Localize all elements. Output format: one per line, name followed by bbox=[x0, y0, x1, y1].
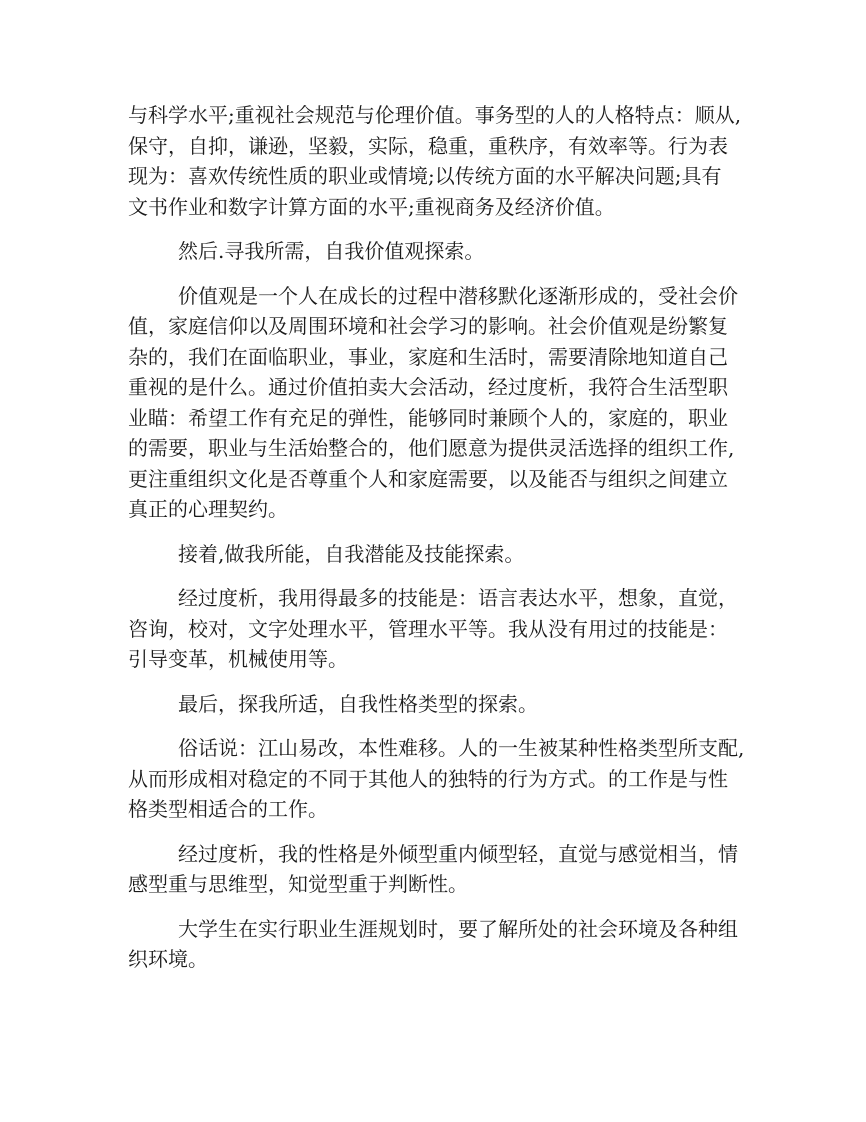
text-line: 感型重与思维型，知觉型重于判断性。 bbox=[128, 872, 468, 896]
text-line: 从而形成相对稳定的不同于其他人的独特的行为方式。的工作是与性 bbox=[128, 766, 728, 791]
text-line: 保守，自抑，谦逊，坚毅，实际，稳重，重秩序，有效率等。行为表 bbox=[128, 133, 728, 158]
text-line: 值，家庭信仰以及周围环境和社会学习的影响。社会价值观是纷繁复 bbox=[128, 314, 728, 338]
text-line: 真正的心理契约。 bbox=[128, 497, 288, 521]
paragraph-environment bbox=[128, 914, 753, 975]
paragraph-values-heading bbox=[128, 236, 753, 267]
paragraph-personality-traits bbox=[128, 100, 753, 222]
text-line: 引导变革，机械使用等。 bbox=[128, 647, 348, 671]
text-line: 格类型相适合的工作。 bbox=[128, 797, 328, 821]
text-line: 大学生在实行职业生涯规划时，要了解所处的社会环境及各种组 bbox=[178, 916, 738, 941]
document-body bbox=[128, 100, 753, 989]
text-line: 俗话说：江山易改，本性难移。人的一生被某种性格类型所支配, bbox=[178, 736, 745, 760]
text-line: 杂的，我们在面临职业，事业，家庭和生活时，需要清除地知道自己 bbox=[128, 344, 728, 369]
text-line: 最后，探我所适，自我性格类型的探索。 bbox=[178, 691, 538, 716]
paragraph-skills-body bbox=[128, 583, 753, 675]
paragraph-personality-analysis bbox=[128, 839, 753, 900]
paragraph-proverb bbox=[128, 733, 753, 825]
text-line: 然后.寻我所需，自我价值观探索。 bbox=[178, 239, 485, 263]
text-line: 业瞄：希望工作有充足的弹性，能够同时兼顾个人的，家庭的，职业 bbox=[128, 405, 728, 430]
text-line: 更注重组织文化是否尊重个人和家庭需要，以及能否与组织之间建立 bbox=[128, 466, 728, 491]
text-line: 接着,做我所能，自我潜能及技能探索。 bbox=[178, 541, 525, 566]
text-line: 与科学水平;重视社会规范与伦理价值。事务型的人的人格特点：顺从, bbox=[128, 103, 742, 127]
text-line: 的需要，职业与生活始整合的，他们愿意为提供灵活选择的组织工作, bbox=[128, 436, 735, 460]
text-line: 价值观是一个人在成长的过程中潜移默化逐渐形成的，受社会价 bbox=[178, 283, 738, 308]
paragraph-values-body bbox=[128, 281, 753, 525]
text-line: 经过度析，我用得最多的技能是：语言表达水平，想象，直觉， bbox=[178, 586, 738, 610]
text-line: 文书作业和数字计算方面的水平;重视商务及经济价值。 bbox=[128, 194, 615, 219]
text-line: 经过度析，我的性格是外倾型重内倾型轻，直觉与感觉相当，情 bbox=[178, 841, 738, 866]
paragraph-personality-heading bbox=[128, 689, 753, 720]
text-line: 重视的是什么。通过价值拍卖大会活动，经过度析，我符合生活型职 bbox=[128, 375, 728, 399]
paragraph-skills-heading bbox=[128, 539, 753, 570]
text-line: 现为：喜欢传统性质的职业或情境;以传统方面的水平解决问题;具有 bbox=[128, 164, 722, 188]
text-line: 织环境。 bbox=[128, 947, 208, 971]
text-line: 咨询，校对，文字处理水平，管理水平等。我从没有用过的技能是： bbox=[128, 616, 728, 641]
